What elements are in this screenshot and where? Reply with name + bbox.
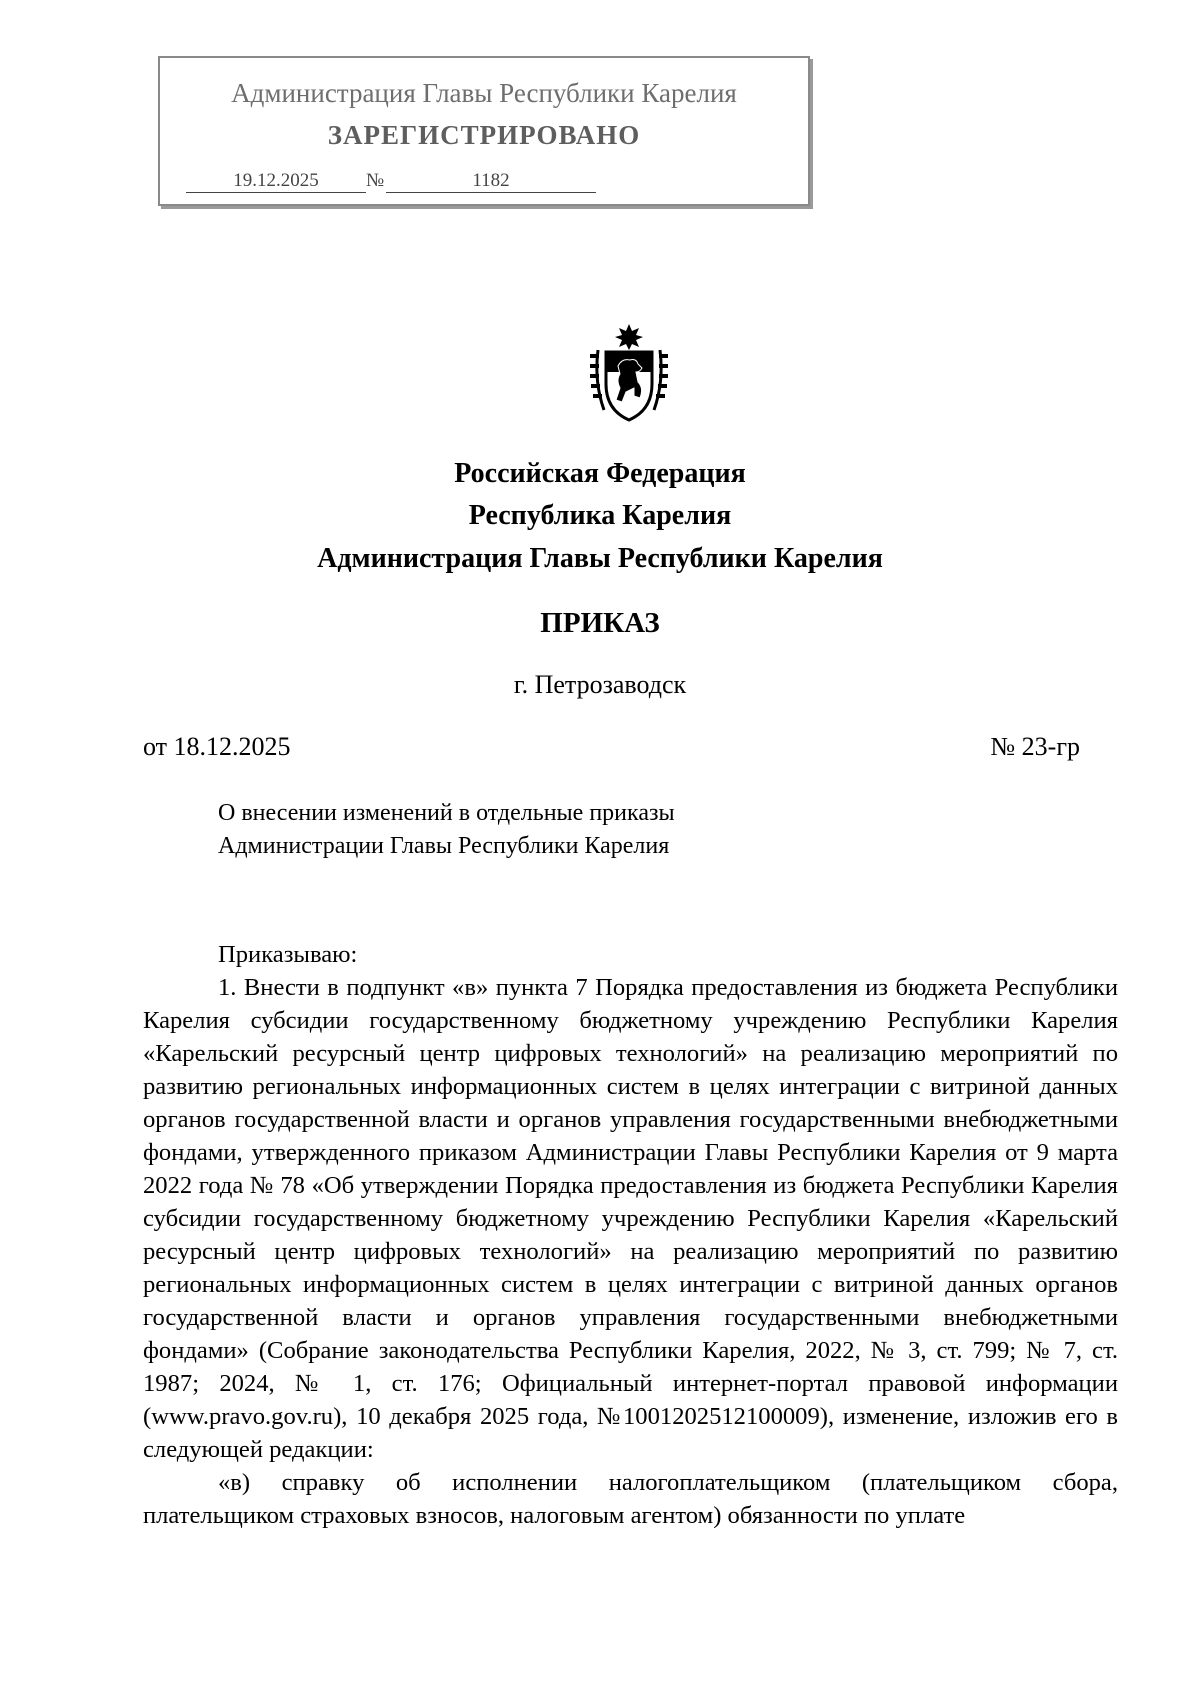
document-type: ПРИКАЗ [540, 607, 660, 639]
subject-line: О внесении изменений в отдельные приказы [218, 800, 675, 826]
stamp-number: 1182 [386, 170, 596, 193]
subject-line: Администрации Главы Республики Карелия [218, 833, 670, 859]
header-region: Республика Карелия [468, 500, 732, 531]
city: г. Петрозаводск [513, 670, 687, 699]
header-country: Российская Федерация [454, 458, 746, 489]
stamp-number-sign: № [366, 170, 385, 191]
registration-stamp [158, 56, 810, 206]
karelia-coat-of-arms-icon [588, 322, 670, 426]
body-paragraph-2: «в) справку об исполнении налогоплательщиком (плательщиком сбора, плательщиком страховых взносов, налоговым агентом) обязанности по уплате [143, 1469, 1118, 1529]
stamp-status: ЗАРЕГИСТРИРОВАНО [327, 120, 641, 150]
order-date: от 18.12.2025 [143, 732, 291, 761]
stamp-date: 19.12.2025 [186, 170, 366, 193]
order-subject [218, 797, 675, 863]
body-paragraph-1: 1. Внести в подпункт «в» пункта 7 Порядка предоставления из бюджета Республики Карелия субсидии государственному бюджетному учреждению Республики Карелия «Карельский ресурсный центр цифровых технологий» на реализацию мероприятий по развитию региональных информационных систем в целях интеграции с витриной данных органов государственной власти и органов управления государственными внебюджетными фондами, утвержденного приказом Администрации Главы Республики Карелия от 9 марта 2022 года № 78 «Об утверждении Порядка предоставления из бюджета Республики Карелия субсидии государственному бюджетному учреждению Республики Карелия «Карельский ресурсный центр цифровых технологий» на реализацию мероприятий по развитию региональных информационных систем в целях интеграции с витриной данных органов государственной власти и органов управления государственными внебюджетными фондами» (Собрание законодательства Республики Карелия, 2022, № 3, ст. 799; № 7, ст. 1987; 2024, № 1, ст. 176; Официальный интернет-портал правовой информации (www.pravo.gov.ru), 10 декабря 2025 года, №1001202512100009), изменение, изложив его в следующей редакции: [143, 974, 1118, 1463]
order-number: № 23-гр [990, 732, 1080, 761]
body-intro: Приказываю: [218, 941, 358, 968]
order-body [143, 938, 1118, 1532]
stamp-organization: Администрация Главы Республики Карелия [231, 78, 737, 108]
header-authority: Администрация Главы Республики Карелия [317, 543, 883, 574]
